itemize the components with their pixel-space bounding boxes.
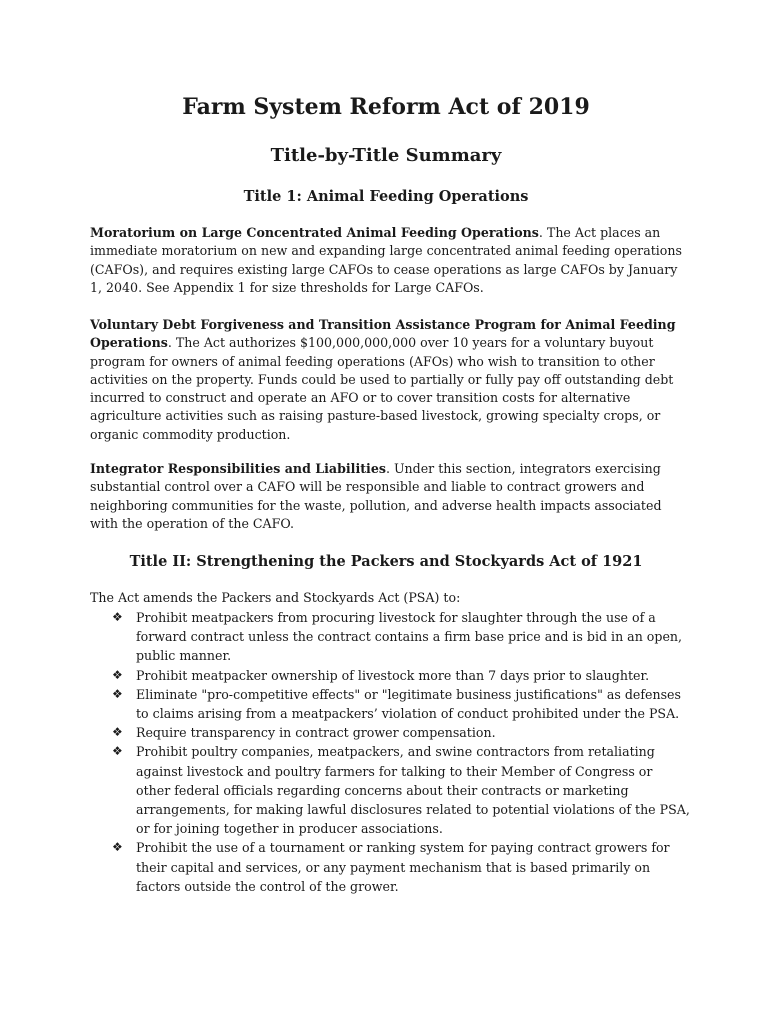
psa-intro: The Act amends the Packers and Stockyards Act (PSA) to: xyxy=(90,590,461,605)
list-item xyxy=(90,742,690,838)
integrator-lead: Integrator Responsibilities and Liabilities xyxy=(90,461,386,476)
list-item xyxy=(90,608,690,666)
diamond-bullet-icon: ❖ xyxy=(112,686,123,701)
integrator-body: . Under this section, integrators exercising substantial control over a CAFO will be responsible and liable to contract growers and neighboring communities for the waste, pollution, and adverse health impacts associated with the operation of the CAFO. xyxy=(90,461,662,531)
debt-forgiveness-body: . The Act authorizes $100,000,000,000 over 10 years for a voluntary buyout program for owners of animal feeding operations (AFOs) who wish to transition to other activities on the property. Funds could be used to partially or fully pay off outstanding debt incurred to construct and operate an AFO or to cover transition costs for alternative agriculture activities such as raising pasture-based livestock, growing specialty crops, or organic commodity production. xyxy=(90,335,674,442)
moratorium-lead: Moratorium on Large Concentrated Animal Feeding Operations xyxy=(90,225,539,240)
debt-forgiveness-lead: Voluntary Debt Forgiveness and Transition Assistance Program for Animal Feeding Operations xyxy=(90,317,676,351)
diamond-bullet-icon: ❖ xyxy=(112,725,123,740)
diamond-bullet-icon: ❖ xyxy=(112,667,123,682)
list-item-text: Prohibit meatpacker ownership of livestock more than 7 days prior to slaughter. xyxy=(136,667,650,683)
list-item-text: Require transparency in contract grower compensation. xyxy=(136,725,496,741)
moratorium-paragraph xyxy=(90,224,682,297)
debt-forgiveness-paragraph xyxy=(90,316,682,444)
psa-bullet-list xyxy=(90,608,690,896)
document-subtitle: Title-by-Title Summary xyxy=(270,145,502,166)
list-item-text: Eliminate "pro-competitive effects" or "legitimate business justifications" as defenses to claims arising from a meatpackers’ violation of conduct prohibited under the PSA. xyxy=(136,686,681,722)
list-item xyxy=(90,666,690,685)
list-item xyxy=(90,685,690,723)
list-item-text: Prohibit poultry companies, meatpackers, and swine contractors from retaliating against livestock and poultry farmers for talking to their Member of Congress or other federal officials regarding concerns about their contracts or marketing arrangements, for making lawful disclosures related to potential violations of the PSA, or for joining together in producer associations. xyxy=(136,744,690,837)
list-item xyxy=(90,838,690,896)
list-item xyxy=(90,723,690,742)
document-title: Farm System Reform Act of 2019 xyxy=(182,94,590,120)
moratorium-body: . The Act places an immediate moratorium on new and expanding large concentrated animal feeding operations (CAFOs), and requires existing large CAFOs to cease operations as large CAFOs by January 1, 2040. See Appendix 1 for size thresholds for Large CAFOs. xyxy=(90,225,682,295)
title2-heading: Title II: Strengthening the Packers and Stockyards Act of 1921 xyxy=(129,553,643,570)
diamond-bullet-icon: ❖ xyxy=(112,610,123,624)
list-item-text: Prohibit meatpackers from procuring livestock for slaughter through the use of a forward contract unless the contract contains a firm base price and is bid in an open, public manner. xyxy=(136,610,683,664)
title1-heading: Title 1: Animal Feeding Operations xyxy=(243,188,529,205)
diamond-bullet-icon: ❖ xyxy=(112,744,123,759)
list-item-text: Prohibit the use of a tournament or ranking system for paying contract growers for their capital and services, or any payment mechanism that is based primarily on factors outside the control of the grower. xyxy=(136,840,670,894)
diamond-bullet-icon: ❖ xyxy=(112,840,123,855)
integrator-paragraph xyxy=(90,460,682,533)
